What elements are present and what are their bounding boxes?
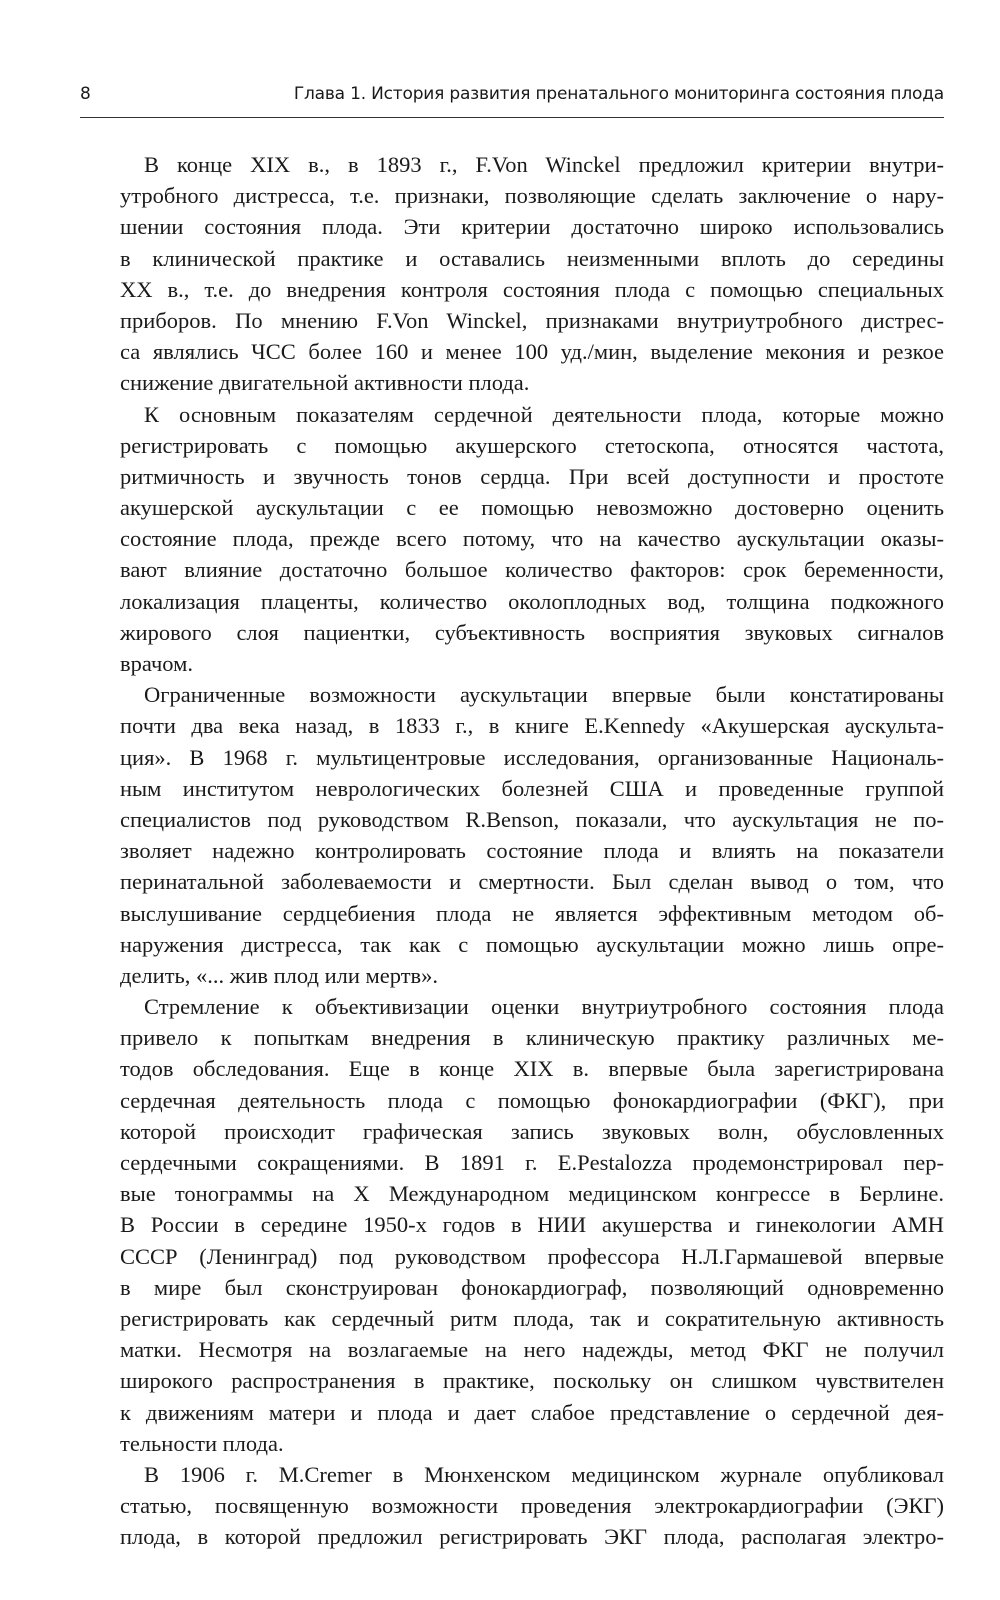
text-line: делить, «... жив плод или мертв». (120, 962, 439, 988)
text-line: привело к попыткам внедрения в клиническую практику различных ме- (120, 1025, 944, 1051)
text-line: СССР (Ленинград) под руководством профессора Н.Л.Гармашевой впервые (120, 1243, 944, 1269)
text-line: тодов обследования. Еще в конце XIX в. впервые была зарегистрирована (120, 1056, 944, 1082)
text-line: ция». В 1968 г. мультицентровые исследования, организованные Националь- (120, 744, 944, 770)
text-line: сердечными сокращениями. В 1891 г. E.Pestalozza продемонстрировал пер- (120, 1150, 944, 1175)
text-line: Стремление к объективизации оценки внутриутробного состояния плода (144, 994, 944, 1020)
text-line: К основным показателям сердечной деятельности плода, которые можно (144, 401, 944, 427)
text-line: снижение двигательной активности плода. (120, 370, 530, 396)
text-line: почти два века назад, в 1833 г., в книге E.Kennedy «Акушерская аускульта- (120, 713, 944, 739)
text-line: В России в середине 1950-х годов в НИИ акушерства и гинекологии АМН (120, 1212, 944, 1238)
text-line: статью, посвященную возможности проведения электрокардиографии (ЭКГ) (120, 1493, 944, 1519)
text-line: зволяет надежно контролировать состояние плода и влиять на показатели (120, 838, 944, 864)
paragraph (120, 399, 944, 680)
body-text (120, 149, 944, 1552)
text-line: в клинической практике и оставались неизменными вплоть до середины (120, 245, 944, 271)
text-line: выслушивание сердцебиения плода не является эффективным методом об- (120, 900, 944, 926)
text-line: ритмичность и звучность тонов сердца. При всей доступности и простоте (120, 463, 944, 489)
text-line: ным институтом неврологических болезней США и проведенные группой (120, 775, 944, 801)
text-line: сердечная деятельность плода с помощью фонокардиографии (ФКГ), при (120, 1087, 944, 1113)
text-line: перинатальной заболеваемости и смертности. Был сделан вывод о том, что (120, 869, 944, 895)
paragraph (120, 991, 944, 1459)
text-line: В 1906 г. M.Cremer в Мюнхенском медицинском журнале опубликовал (144, 1461, 944, 1487)
paragraph (120, 1459, 944, 1553)
text-line: регистрировать с помощью акушерского стетоскопа, относятся частота, (120, 432, 944, 458)
text-line: вают влияние достаточно большое количество факторов: срок беременности, (120, 557, 944, 583)
text-line: шении состояния плода. Эти критерии достаточно широко использовались (120, 214, 944, 240)
text-line: врачом. (120, 651, 193, 676)
text-line: в мире был сконструирован фонокардиограф, позволяющий одновременно (120, 1274, 944, 1300)
text-line: са являлись ЧСС более 160 и менее 100 уд./мин, выделение мекония и резкое (120, 339, 944, 365)
text-line: которой происходит графическая запись звуковых волн, обусловленных (120, 1118, 944, 1144)
text-line: широкого распространения в практике, поскольку он слишком чувствителен (120, 1368, 944, 1394)
text-line: XX в., т.е. до внедрения контроля состояния плода с помощью специальных (120, 276, 944, 302)
text-line: специалистов под руководством R.Benson, показали, что аускультация не по- (120, 806, 944, 832)
text-line: тельности плода. (120, 1430, 284, 1456)
text-line: регистрировать как сердечный ритм плода, так и сократительную активность (120, 1305, 944, 1331)
text-line: локализация плаценты, количество околоплодных вод, толщина подкожного (120, 588, 944, 614)
page-header (80, 84, 944, 114)
text-line: состояние плода, прежде всего потому, что на качество аускультации оказы- (120, 526, 944, 552)
header-rule (80, 117, 944, 118)
text-line: вые тонограммы на X Международном медицинском конгрессе в Берлине. (120, 1181, 944, 1207)
running-title: Глава 1. История развития пренатального мониторинга состояния плода (293, 84, 944, 104)
paragraph (120, 149, 944, 399)
text-line: утробного дистресса, т.е. признаки, позволяющие сделать заключение о нару- (120, 183, 944, 209)
text-line: жирового слоя пациентки, субъективность восприятия звуковых сигналов (120, 619, 944, 645)
text-line: матки. Несмотря на возлагаемые на него надежды, метод ФКГ не получил (120, 1337, 944, 1363)
page-number: 8 (80, 84, 91, 104)
text-line: к движениям матери и плода и дает слабое представление о сердечной дея- (120, 1399, 944, 1425)
text-line: акушерской аускультации с ее помощью невозможно достоверно оценить (120, 495, 944, 521)
text-line: приборов. По мнению F.Von Winckel, признаками внутриутробного дистрес- (120, 307, 944, 333)
text-line: плода, в которой предложил регистрировать ЭКГ плода, располагая электро- (120, 1524, 944, 1550)
text-line: наружения дистресса, так как с помощью аускультации можно лишь опре- (120, 931, 944, 957)
text-line: Ограниченные возможности аускультации впервые были констатированы (144, 682, 944, 708)
paragraph (120, 679, 944, 991)
text-line: В конце XIX в., в 1893 г., F.Von Winckel предложил критерии внутри- (144, 152, 944, 177)
